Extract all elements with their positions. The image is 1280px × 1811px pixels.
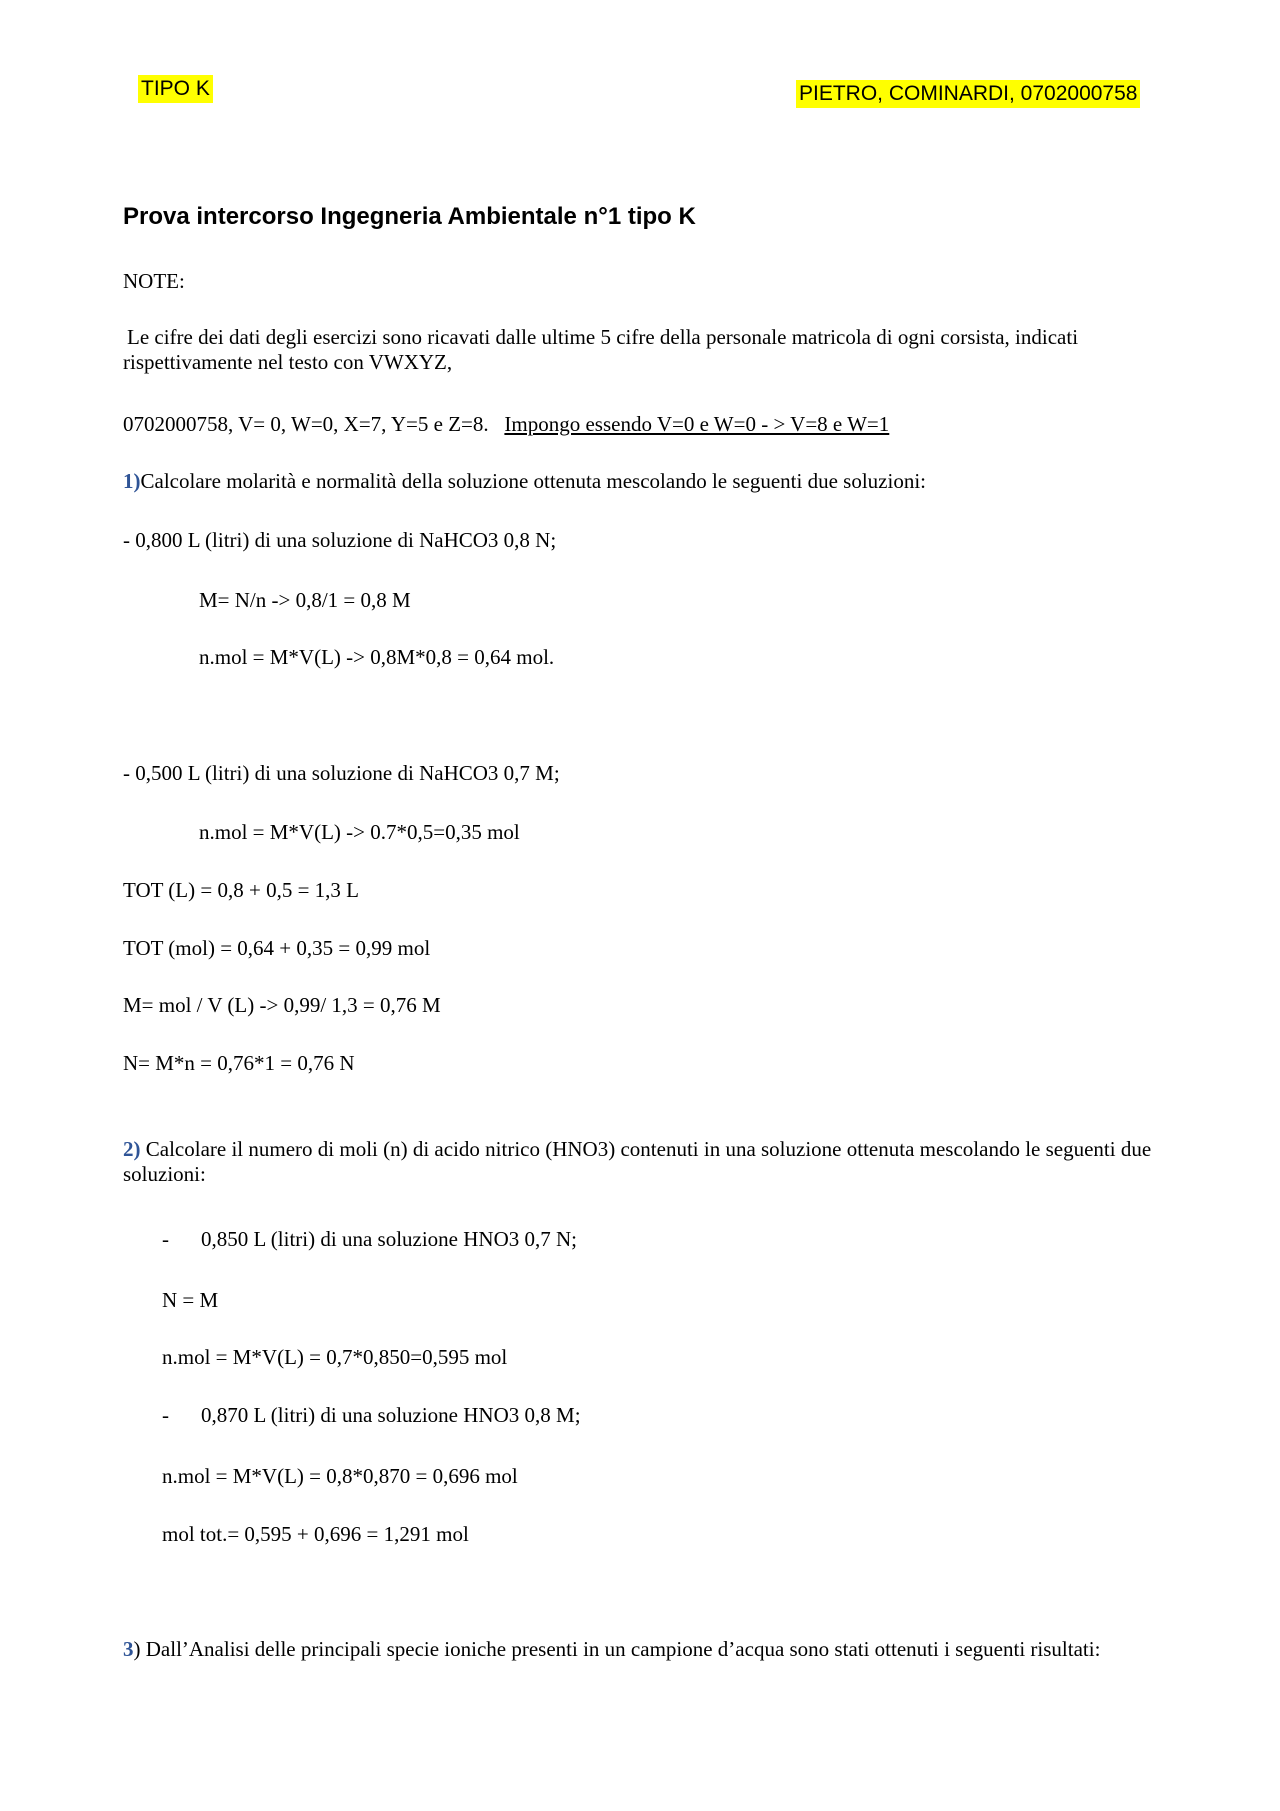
exercise-1-text: Calcolare molarità e normalità della soluzione ottenuta mescolando le seguenti due soluzioni: [140,469,927,493]
exercise-3-number: 3 [123,1637,134,1661]
ex1-tot-mol: TOT (mol) = 0,64 + 0,35 = 0,99 mol [123,936,431,960]
ex1-solution-1 [123,526,556,554]
ex1-sol2-conc: 0,7 M; [498,761,560,785]
exercise-1-prompt [123,467,926,495]
notes-label: NOTE: [123,269,185,293]
ex1-sol1-conc: 0,8 N; [498,528,557,552]
ex1-sol1-text: - 0,800 L (litri) di una soluzione di NaHCO [123,528,488,552]
exercise-2-text: Calcolare il numero di moli (n) di acido nitrico (HNO [140,1137,598,1161]
ex2-n-equals-m: N = M [162,1288,219,1312]
page-title: Prova intercorso Ingegneria Ambientale n°1 tipo K [123,203,696,230]
ex1-molarity-line: M= N/n -> 0,8/1 = 0,8 M [199,588,411,612]
ex1-nmol-line-2: n.mol = M*V(L) -> 0.7*0,5=0,35 mol [199,820,520,844]
ex1-molarity-result: M= mol / V (L) -> 0,99/ 1,3 = 0,76 M [123,993,441,1017]
notes-text: Le cifre dei dati degli esercizi sono ricavati dalle ultime 5 cifre della personale matricola di ogni corsista, indicati rispettivamente nel testo con VWXYZ, [123,325,1079,374]
ex1-solution-2 [123,759,560,787]
ex2-sol1-sub: 3 [508,1227,520,1251]
exercise-3-prompt [123,1637,1163,1662]
ex1-sol1-sub: 3 [487,528,499,552]
ex2-sol1-conc: 0,7 N; [519,1227,578,1251]
ex2-mol-total: mol tot.= 0,595 + 0,696 = 1,291 mol [162,1522,469,1546]
ex2-dash-2: - [162,1403,169,1427]
ex1-nmol-line-1: n.mol = M*V(L) -> 0,8M*0,8 = 0,64 mol. [199,645,555,669]
matricola-values: 0702000758, V= 0, W=0, X=7, Y=5 e Z=8. [123,412,489,436]
ex2-dash-1: - [162,1227,169,1251]
ex2-nmol-line-1: n.mol = M*V(L) = 0,7*0,850=0,595 mol [162,1345,508,1369]
exercise-2-text-end: ) contenuti in una soluzione ottenuta mescolando le seguenti due soluzioni: [123,1137,1152,1186]
tipo-label: TIPO K [138,75,213,103]
ex2-sol2-conc: 0,8 M; [519,1403,581,1427]
ex1-sol2-text: - 0,500 L (litri) di una soluzione di NaHCO [123,761,488,785]
exercise-3-text: ) Dall’Analisi delle principali specie ioniche presenti in un campione d’acqua sono stati ottenuti i seguenti risultati: [133,1637,1101,1661]
ex2-sol1-text: 0,850 L (litri) di una soluzione HNO [201,1227,509,1251]
ex1-normality-result: N= M*n = 0,76*1 = 0,76 N [123,1051,355,1075]
ex1-sol2-sub: 3 [487,761,499,785]
exercise-1-number: 1) [123,469,141,493]
student-info: PIETRO, COMINARDI, 0702000758 [796,80,1140,108]
impongo-note: Impongo essendo V=0 e W=0 - > V=8 e W=1 [504,412,890,436]
ex2-nmol-line-2: n.mol = M*V(L) = 0,8*0,870 = 0,696 mol [162,1464,518,1488]
ex1-tot-liters: TOT (L) = 0,8 + 0,5 = 1,3 L [123,878,359,902]
exercise-2-sub: 3 [597,1137,609,1161]
ex2-sol2-text: 0,870 L (litri) di una soluzione HNO [201,1403,509,1427]
exercise-2-prompt [123,1137,1163,1187]
ex2-sol2-sub: 3 [508,1403,520,1427]
ex2-solution-1 [201,1225,577,1253]
matricola-line [123,410,889,438]
ex2-solution-2 [201,1401,581,1429]
exercise-2-number: 2) [123,1137,141,1161]
